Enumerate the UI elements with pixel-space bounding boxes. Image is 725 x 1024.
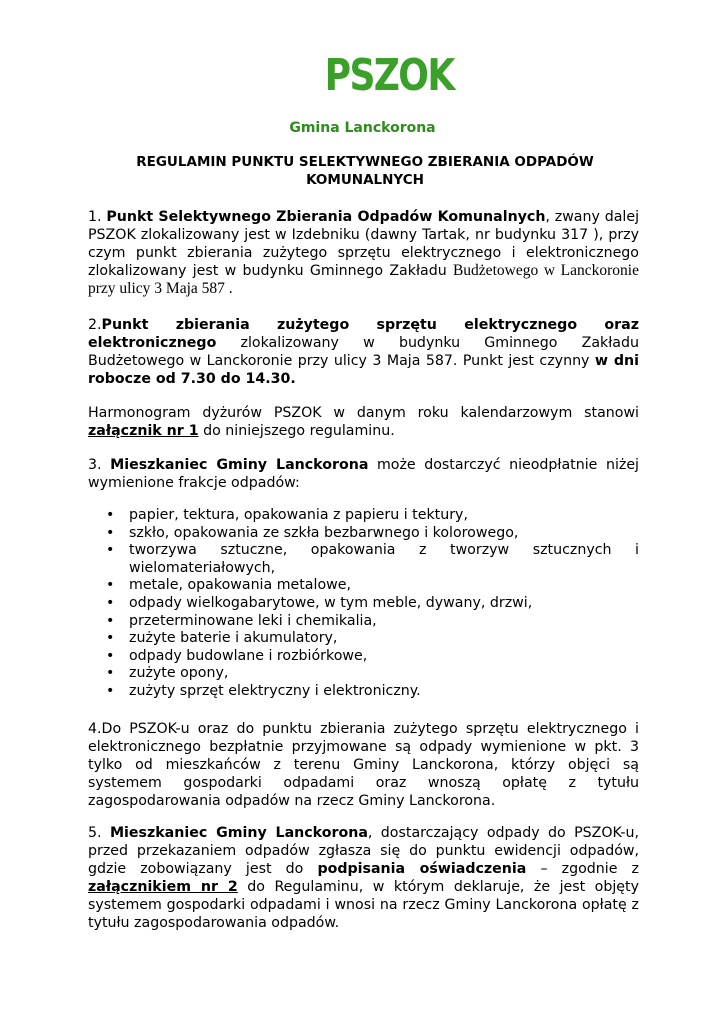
bullet-icon: • xyxy=(106,682,115,699)
p4-text: 4.Do PSZOK-u oraz do punktu zbierania zużytego sprzętu elektrycznego i elektronicznego bezpłatnie przyjmowane są odpady wymienione w pkt. 3 tylko od mieszkańców z terenu Gminy Lanckorona, którzy objęci są systemem gospodarki odpadami oraz wnoszą opłatę z tytułu zagospodarowania odpadów na rzecz Gminy Lanckorona. xyxy=(88,721,639,809)
list-item: • tworzywa sztuczne, opakowania z tworzyw sztucznych i wielomateriałowych, xyxy=(106,542,639,576)
harm-text-2: do niniejszego regulaminu. xyxy=(198,423,395,439)
list-item: • szkło, opakowania ze szkła bezbarwnego i kolorowego, xyxy=(106,524,519,541)
p5-text: , dostarczający odpady do PSZOK-u, przed przekazaniem odpadów zgłasza się do punktu ewidencji odpadów, gdzie zobowiązany jest do xyxy=(88,825,639,877)
bullet-icon: • xyxy=(106,524,115,541)
p3-text: może dostarczyć nieodpłatnie niżej wymienione frakcje odpadów: xyxy=(88,457,639,491)
p5-text-2: – zgodnie z xyxy=(526,861,640,877)
bullet-icon: • xyxy=(106,612,115,629)
p2-text: zlokalizowany w budynku Gminnego Zakładu Budżetowego w Lanckoronie przy ulicy 3 Maja 587. Punkt jest czynny xyxy=(88,335,639,369)
p1-number: 1. xyxy=(88,209,107,225)
list-item: • zużyty sprzęt elektryczny i elektroniczny. xyxy=(106,682,421,699)
p1-serif-text: Budżetowego w Lanckoronie przy ulicy 3 Maja 587 . xyxy=(88,262,639,297)
p5-text-3: do Regulaminu, w którym deklaruje, że jest objęty systemem gospodarki odpadami i wnosi na rzecz Gminy Lanckorona opłatę z tytułu zagospodarowania odpadów. xyxy=(88,879,639,931)
paragraph-harmonogram xyxy=(88,404,639,440)
bullet-icon: • xyxy=(106,542,115,559)
list-item: • przeterminowane leki i chemikalia, xyxy=(106,612,377,629)
p3-number: 3. xyxy=(88,457,111,473)
bullet-icon: • xyxy=(106,647,115,664)
paragraph-3 xyxy=(88,456,639,492)
attachment-2-ref: załącznikiem nr 2 xyxy=(88,879,238,895)
bullet-icon: • xyxy=(106,507,115,523)
p2-bold: Punkt zbierania zużytego sprzętu elektrycznego oraz elektronicznego xyxy=(88,317,639,351)
list-item: • zużyte opony, xyxy=(106,665,229,682)
paragraph-4 xyxy=(88,720,639,810)
title-line-2: KOMUNALNYCH xyxy=(306,172,424,188)
municipality-name: Gmina Lanckorona xyxy=(289,120,436,136)
list-item: • odpady wielkogabarytowe, w tym meble, dywany, drzwi, xyxy=(106,594,533,611)
waste-fractions-list xyxy=(106,507,639,701)
paragraph-5 xyxy=(88,824,639,932)
harm-text: Harmonogram dyżurów PSZOK w danym roku kalendarzowym stanowi xyxy=(88,405,639,421)
list-item: • papier, tektura, opakowania z papieru i tektury, xyxy=(106,507,468,523)
list-item: • zużyte baterie i akumulatory, xyxy=(106,630,338,647)
bullet-icon: • xyxy=(106,594,115,611)
bullet-icon: • xyxy=(106,577,115,594)
p2-hours: w dni robocze od 7.30 do 14.30. xyxy=(88,353,639,387)
document-title xyxy=(95,153,635,189)
p1-bold: Punkt Selektywnego Zbierania Odpadów Komunalnych xyxy=(106,209,546,225)
title-line-1: REGULAMIN PUNKTU SELEKTYWNEGO ZBIERANIA ODPADÓW xyxy=(136,154,594,170)
list-item: • metale, opakowania metalowe, xyxy=(106,577,351,594)
pszok-logo: PSZOK xyxy=(324,50,454,101)
p3-bold: Mieszkaniec Gminy Lanckorona xyxy=(110,457,369,473)
paragraph-2 xyxy=(88,316,639,388)
bullet-icon: • xyxy=(106,665,115,682)
paragraph-1 xyxy=(88,208,639,298)
bullet-icon: • xyxy=(106,630,115,647)
p5-bold-2: podpisania oświadczenia xyxy=(317,861,527,877)
p5-bold: Mieszkaniec Gminy Lanckorona xyxy=(109,825,368,841)
list-item: • odpady budowlane i rozbiórkowe, xyxy=(106,647,368,664)
attachment-1-ref: załącznik nr 1 xyxy=(88,423,199,439)
p2-number: 2. xyxy=(88,317,102,333)
p1-text: , zwany dalej PSZOK zlokalizowany jest w Izdebniku (dawny Tartak, nr budynku 317 ), przy czym punkt zbierania zużytego sprzętu elektrycznego i elektronicznego zlokalizowany jest w budynku Gminnego Zakładu xyxy=(88,209,640,279)
p5-number: 5. xyxy=(88,825,110,841)
